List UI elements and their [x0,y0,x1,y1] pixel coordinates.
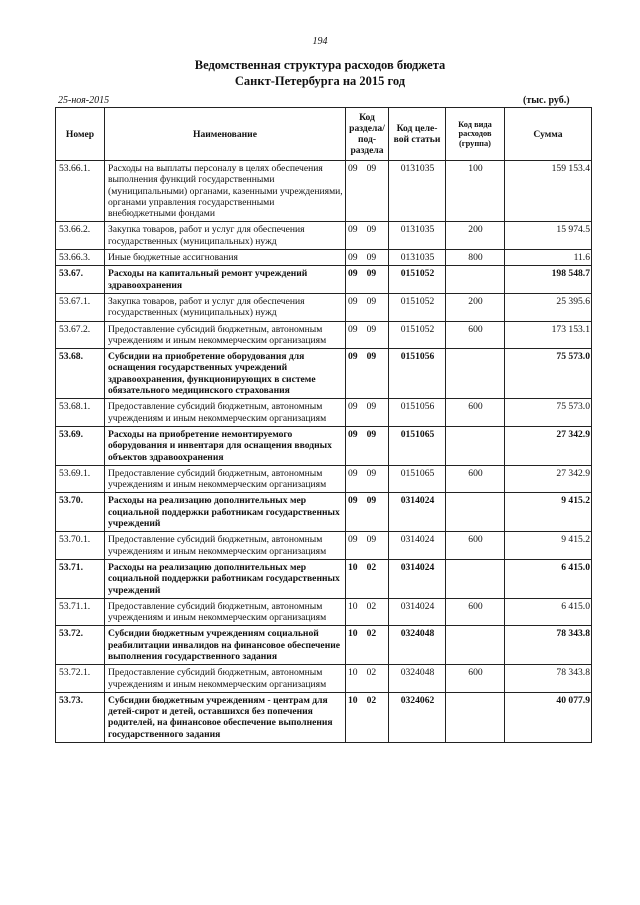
row-name: Закупка товаров, работ и услуг для обеспечения государственных (муниципальных) нужд [105,293,346,321]
row-target-code: 0324048 [389,626,446,665]
row-section-code [346,349,389,399]
table-row [56,598,592,626]
table-row [56,222,592,250]
row-name: Расходы на выплаты персоналу в целях обеспечения выполнения функций государственными (муниципальными) органами, казенными учреждениями, органами управления государственными внебюджетными фондами [105,161,346,222]
row-amount: 78 343.8 [505,626,592,665]
row-section-code [346,399,389,427]
row-name: Субсидии бюджетным учреждениям социальной реабилитации инвалидов на финансовое обеспечение выполнения государственного задания [105,626,346,665]
row-section-code [346,321,389,349]
row-expense-type [446,559,505,598]
table-row [56,161,592,222]
row-number: 53.70.1. [56,532,105,560]
header-section: Код раздела/ под- раздела [346,108,389,161]
row-name: Предоставление субсидий бюджетным, автономным учреждениям и иным некоммерческим организациям [105,665,346,693]
row-target-code: 0324048 [389,665,446,693]
row-subsection: 02 [366,628,377,640]
units-label: (тыс. руб.) [523,95,570,106]
row-section: 10 [348,600,358,612]
table-row [56,559,592,598]
table-row [56,692,592,742]
row-target-code: 0131035 [389,250,446,266]
row-target-code: 0151056 [389,349,446,399]
row-number: 53.71. [56,559,105,598]
row-name: Субсидии на приобретение оборудования для оснащения государственных учреждений здравоохранения, функционирующих в системе обязательного медицинского страхования [105,349,346,399]
row-section: 09 [348,401,358,413]
row-amount: 15 974.5 [505,222,592,250]
row-amount: 159 153.4 [505,161,592,222]
row-section-code [346,532,389,560]
row-name: Расходы на приобретение немонтируемого оборудования и инвентаря для оснащения вводных объектов здравоохранения [105,426,346,465]
row-expense-type: 600 [446,598,505,626]
row-amount: 75 573.0 [505,399,592,427]
row-section-code [346,266,389,294]
row-name: Предоставление субсидий бюджетным, автономным учреждениям и иным некоммерческим организациям [105,532,346,560]
row-section: 09 [348,295,358,307]
row-number: 53.70. [56,493,105,532]
row-name: Предоставление субсидий бюджетным, автономным учреждениям и иным некоммерческим организациям [105,399,346,427]
row-name: Расходы на реализацию дополнительных мер социальной поддержки работникам государственных учреждений [105,493,346,532]
row-expense-type [446,266,505,294]
row-number: 53.68.1. [56,399,105,427]
row-section: 09 [348,323,358,335]
row-target-code: 0314024 [389,493,446,532]
table-row [56,626,592,665]
row-number: 53.71.1. [56,598,105,626]
row-amount: 25 395.6 [505,293,592,321]
row-amount: 27 342.9 [505,426,592,465]
row-section: 09 [348,163,358,174]
row-subsection: 09 [366,534,377,546]
row-subsection: 09 [366,295,377,307]
row-expense-type: 600 [446,399,505,427]
row-name: Предоставление субсидий бюджетным, автономным учреждениям и иным некоммерческим организациям [105,321,346,349]
row-subsection: 02 [366,561,377,573]
row-amount: 6 415.0 [505,598,592,626]
table-row [56,321,592,349]
row-name: Закупка товаров, работ и услуг для обеспечения государственных (муниципальных) нужд [105,222,346,250]
row-section-code [346,692,389,742]
title-line-1: Ведомственная структура расходов бюджета [194,58,446,72]
row-number: 53.67. [56,266,105,294]
page-number: 194 [312,36,328,47]
row-section: 09 [348,534,358,546]
row-section-code [346,293,389,321]
row-section-code [346,626,389,665]
row-target-code: 0151052 [389,321,446,349]
row-subsection: 09 [366,428,377,440]
row-number: 53.67.1. [56,293,105,321]
row-subsection: 09 [366,351,377,363]
row-amount: 6 415.0 [505,559,592,598]
row-section-code [346,665,389,693]
row-name: Расходы на капитальный ремонт учреждений здравоохранения [105,266,346,294]
row-number: 53.69. [56,426,105,465]
row-expense-type: 600 [446,465,505,493]
row-number: 53.73. [56,692,105,742]
row-expense-type [446,493,505,532]
row-section: 09 [348,252,358,264]
row-name: Расходы на реализацию дополнительных мер социальной поддержки работникам государственных учреждений [105,559,346,598]
row-section: 09 [348,268,358,280]
row-section-code [346,161,389,222]
row-section: 10 [348,667,358,679]
row-number: 53.69.1. [56,465,105,493]
row-section-code [346,493,389,532]
row-target-code: 0324062 [389,692,446,742]
row-section: 10 [348,628,358,640]
row-subsection: 02 [366,600,377,612]
row-section: 09 [348,495,358,507]
row-section-code [346,222,389,250]
row-number: 53.67.2. [56,321,105,349]
row-amount: 173 153.1 [505,321,592,349]
row-section: 09 [348,428,358,440]
row-target-code: 0151052 [389,266,446,294]
row-expense-type: 200 [446,222,505,250]
row-section-code [346,559,389,598]
row-amount: 9 415.2 [505,532,592,560]
row-target-code: 0151065 [389,465,446,493]
row-expense-type [446,692,505,742]
row-subsection: 09 [366,495,377,507]
row-expense-type [446,426,505,465]
row-number: 53.66.3. [56,250,105,266]
row-target-code: 0131035 [389,222,446,250]
row-target-code: 0314024 [389,532,446,560]
row-number: 53.68. [56,349,105,399]
row-amount: 78 343.8 [505,665,592,693]
row-section: 09 [348,224,358,236]
row-expense-type [446,349,505,399]
row-expense-type: 800 [446,250,505,266]
title-line-2: Санкт-Петербурга на 2015 год [234,74,406,88]
row-subsection: 09 [366,401,377,413]
row-subsection: 09 [366,268,377,280]
row-target-code: 0314024 [389,559,446,598]
header-amount: Сумма [505,108,592,161]
row-name: Субсидии бюджетным учреждениям - центрам для детей-сирот и детей, оставшихся без попечения родителей, на финансовое обеспечение выполнения государственного задания [105,692,346,742]
table-row [56,426,592,465]
row-amount: 75 573.0 [505,349,592,399]
row-expense-type: 600 [446,532,505,560]
row-section-code [346,598,389,626]
row-section: 09 [348,351,358,363]
header-expense-type: Код вида расходов (группа) [446,108,505,161]
row-section-code [346,426,389,465]
row-amount: 11.6 [505,250,592,266]
row-subsection: 09 [366,467,377,479]
row-target-code: 0151056 [389,399,446,427]
row-target-code: 0151065 [389,426,446,465]
row-expense-type: 600 [446,321,505,349]
row-section-code [346,465,389,493]
row-subsection: 02 [366,667,377,679]
row-section: 10 [348,561,358,573]
header-number: Номер [56,108,105,161]
row-subsection: 09 [366,224,377,236]
row-name: Предоставление субсидий бюджетным, автономным учреждениям и иным некоммерческим организациям [105,465,346,493]
table-row [56,665,592,693]
row-expense-type: 100 [446,161,505,222]
row-subsection: 02 [366,694,377,706]
row-name: Предоставление субсидий бюджетным, автономным учреждениям и иным некоммерческим организациям [105,598,346,626]
row-target-code: 0131035 [389,161,446,222]
document-title [0,57,640,89]
row-amount: 198 548.7 [505,266,592,294]
row-expense-type: 600 [446,665,505,693]
header-target: Код целе- вой статьи [389,108,446,161]
row-number: 53.72. [56,626,105,665]
budget-table [55,107,592,743]
row-subsection: 09 [366,252,377,264]
table-row [56,349,592,399]
row-amount: 27 342.9 [505,465,592,493]
row-name: Иные бюджетные ассигнования [105,250,346,266]
table-header-row [56,108,592,161]
table-row [56,399,592,427]
row-subsection: 09 [366,163,377,174]
row-target-code: 0314024 [389,598,446,626]
document-date: 25-ноя-2015 [58,95,110,106]
row-expense-type: 200 [446,293,505,321]
row-number: 53.66.2. [56,222,105,250]
row-section: 10 [348,694,358,706]
table-row [56,250,592,266]
table-body [56,161,592,743]
row-subsection: 09 [366,323,377,335]
row-number: 53.72.1. [56,665,105,693]
row-target-code: 0151052 [389,293,446,321]
table-row [56,266,592,294]
table-row [56,493,592,532]
row-number: 53.66.1. [56,161,105,222]
table-row [56,532,592,560]
table-row [56,465,592,493]
table-row [56,293,592,321]
row-section-code [346,250,389,266]
row-amount: 9 415.2 [505,493,592,532]
row-amount: 40 077.9 [505,692,592,742]
header-name: Наименование [105,108,346,161]
row-expense-type [446,626,505,665]
row-section: 09 [348,467,358,479]
